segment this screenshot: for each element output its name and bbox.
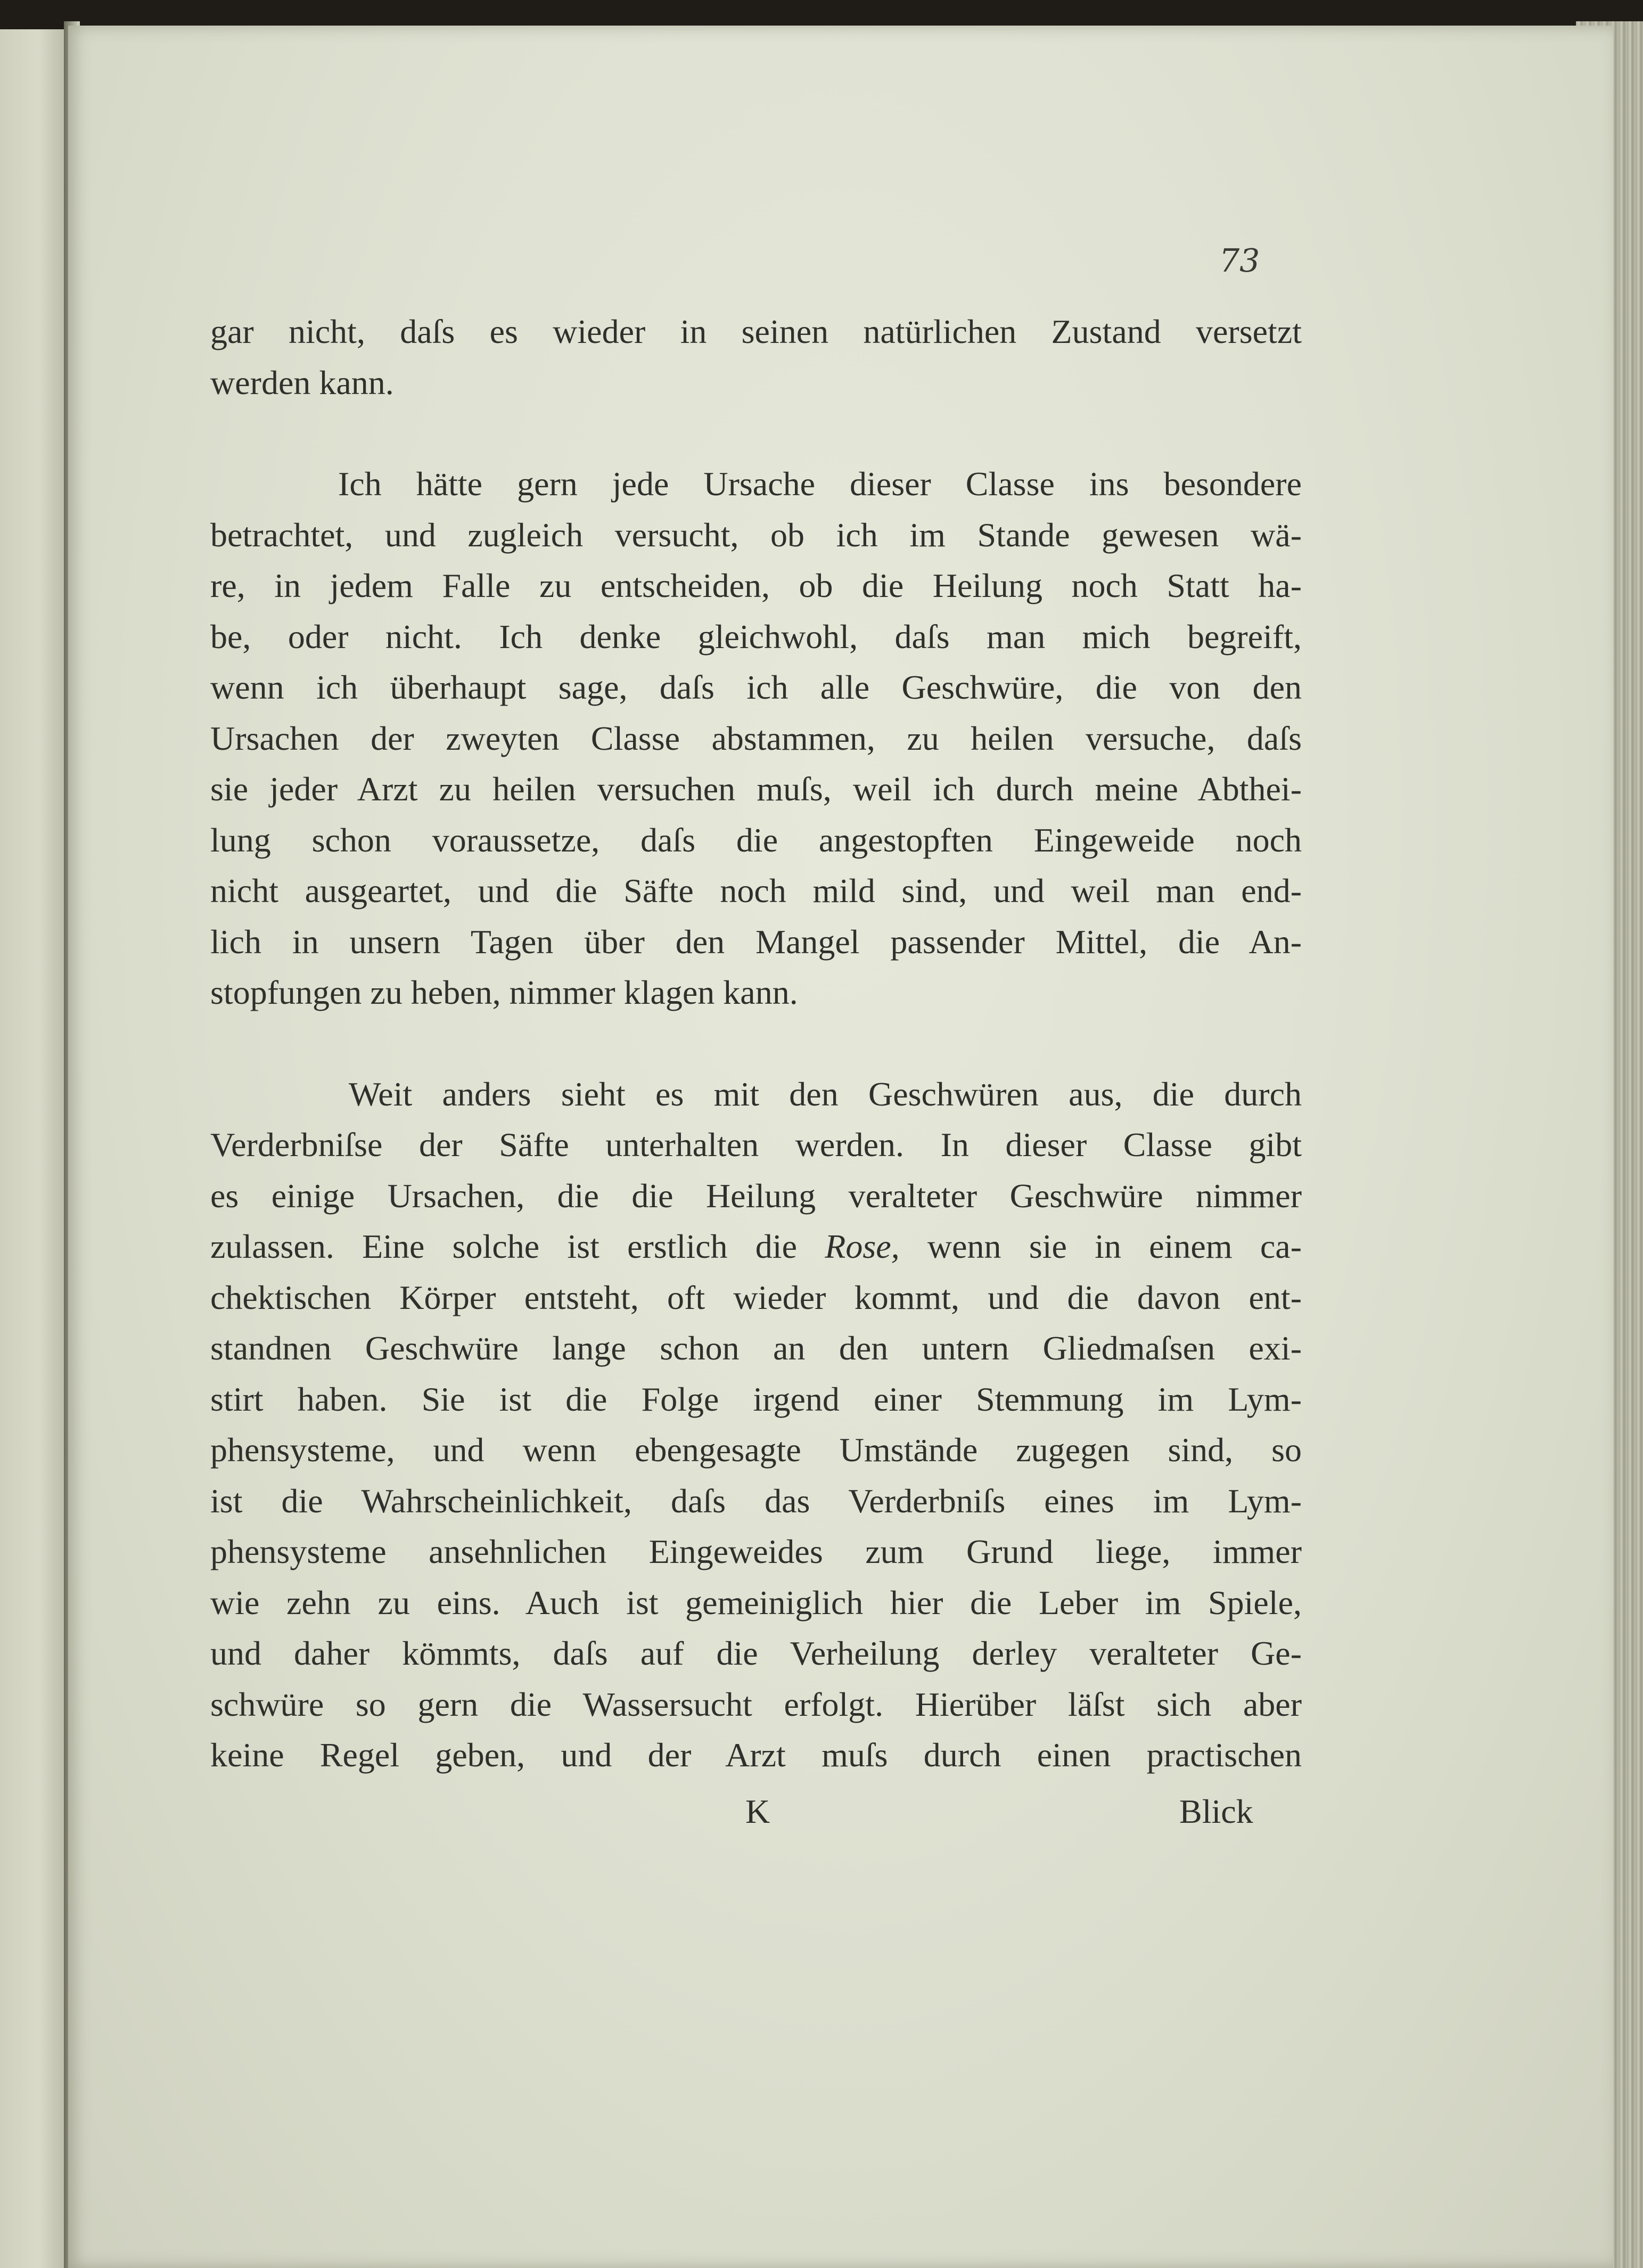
text-line: keine Regel geben, und der Arzt muſs durch einen practischen xyxy=(210,1736,1302,1774)
text-line: wie zehn zu eins. Auch ist gemeiniglich hier die Leber im Spiele, xyxy=(210,1583,1302,1622)
text-line: re, in jedem Falle zu entscheiden, ob die Heilung noch Statt ha- xyxy=(210,567,1302,604)
text-fragment: wenn sie in einem ca- xyxy=(899,1227,1302,1265)
text-line: gar nicht, daſs es wieder in seinen natürlichen Zustand versetzt xyxy=(210,313,1302,350)
text-line: lung schon voraussetze, daſs die angestopften Eingeweide noch xyxy=(210,821,1302,859)
text-line: chektischen Körper entsteht, oft wieder kommt, und die davon ent- xyxy=(210,1278,1302,1316)
text-line: lich in unsern Tagen über den Mangel passender Mittel, die An- xyxy=(210,922,1302,961)
text-line: und daher kömmts, daſs auf die Verheilung derley veralteter Ge- xyxy=(210,1634,1302,1672)
text-line: Ursachen der zweyten Classe abstammen, zu heilen versuche, daſs xyxy=(210,719,1302,757)
text-line: standnen Geschwüre lange schon an den untern Gliedmaſsen exi- xyxy=(210,1329,1302,1367)
text-line: phensysteme, und wenn ebengesagte Umstände zugegen sind, so xyxy=(210,1431,1302,1469)
italic-term: Rose, xyxy=(825,1227,900,1265)
text-line: wenn ich überhaupt sage, daſs ich alle Geschwüre, die von den xyxy=(210,668,1302,706)
paragraph-3 xyxy=(210,1069,1302,1781)
facing-page-edge xyxy=(0,29,66,2268)
text-line: nicht ausgeartet, und die Säfte noch mild sind, und weil man end- xyxy=(210,872,1302,910)
text-line: stirt haben. Sie ist die Folge irgend einer Stemmung im Lym- xyxy=(210,1380,1302,1418)
text-line: betrachtet, und zugleich versucht, ob ich im Stande gewesen wä- xyxy=(210,515,1302,554)
text-line: stopfungen zu heben, nimmer klagen kann. xyxy=(210,973,798,1011)
text-line: sie jeder Arzt zu heilen versuchen muſs, weil ich durch meine Abthei- xyxy=(210,770,1302,808)
text-line: werden kann. xyxy=(210,363,394,402)
text-line: Ich hätte gern jede Ursache dieser Classe ins besondere xyxy=(338,465,1302,503)
paragraph-1 xyxy=(210,306,1302,408)
catchword: Blick xyxy=(1179,1792,1253,1830)
text-line xyxy=(210,1221,1302,1272)
text-line: phensysteme ansehnlichen Eingeweides zum Grund liege, immer xyxy=(210,1533,1302,1570)
text-line: ist die Wahrscheinlichkeit, daſs das Verderbniſs eines im Lym- xyxy=(210,1481,1302,1520)
text-line: be, oder nicht. Ich denke gleichwohl, daſs man mich begreift, xyxy=(210,617,1302,656)
text-line: schwüre so gern die Wassersucht erfolgt. Hierüber läſst sich aber xyxy=(210,1685,1302,1723)
body-text xyxy=(210,306,1302,1781)
page-number: 73 xyxy=(1219,242,1260,280)
signature-mark: K xyxy=(745,1792,770,1830)
text-fragment: zulassen. Eine solche ist erstlich die xyxy=(210,1227,825,1265)
text-line: Verderbniſse der Säfte unterhalten werden. In dieser Classe gibt xyxy=(210,1126,1302,1164)
paragraph-2 xyxy=(210,458,1302,1018)
text-line: Weit anders sieht es mit den Geschwüren aus, die durch xyxy=(349,1075,1302,1113)
text-line: es einige Ursachen, die die Heilung veralteter Geschwüre nimmer xyxy=(210,1176,1302,1215)
